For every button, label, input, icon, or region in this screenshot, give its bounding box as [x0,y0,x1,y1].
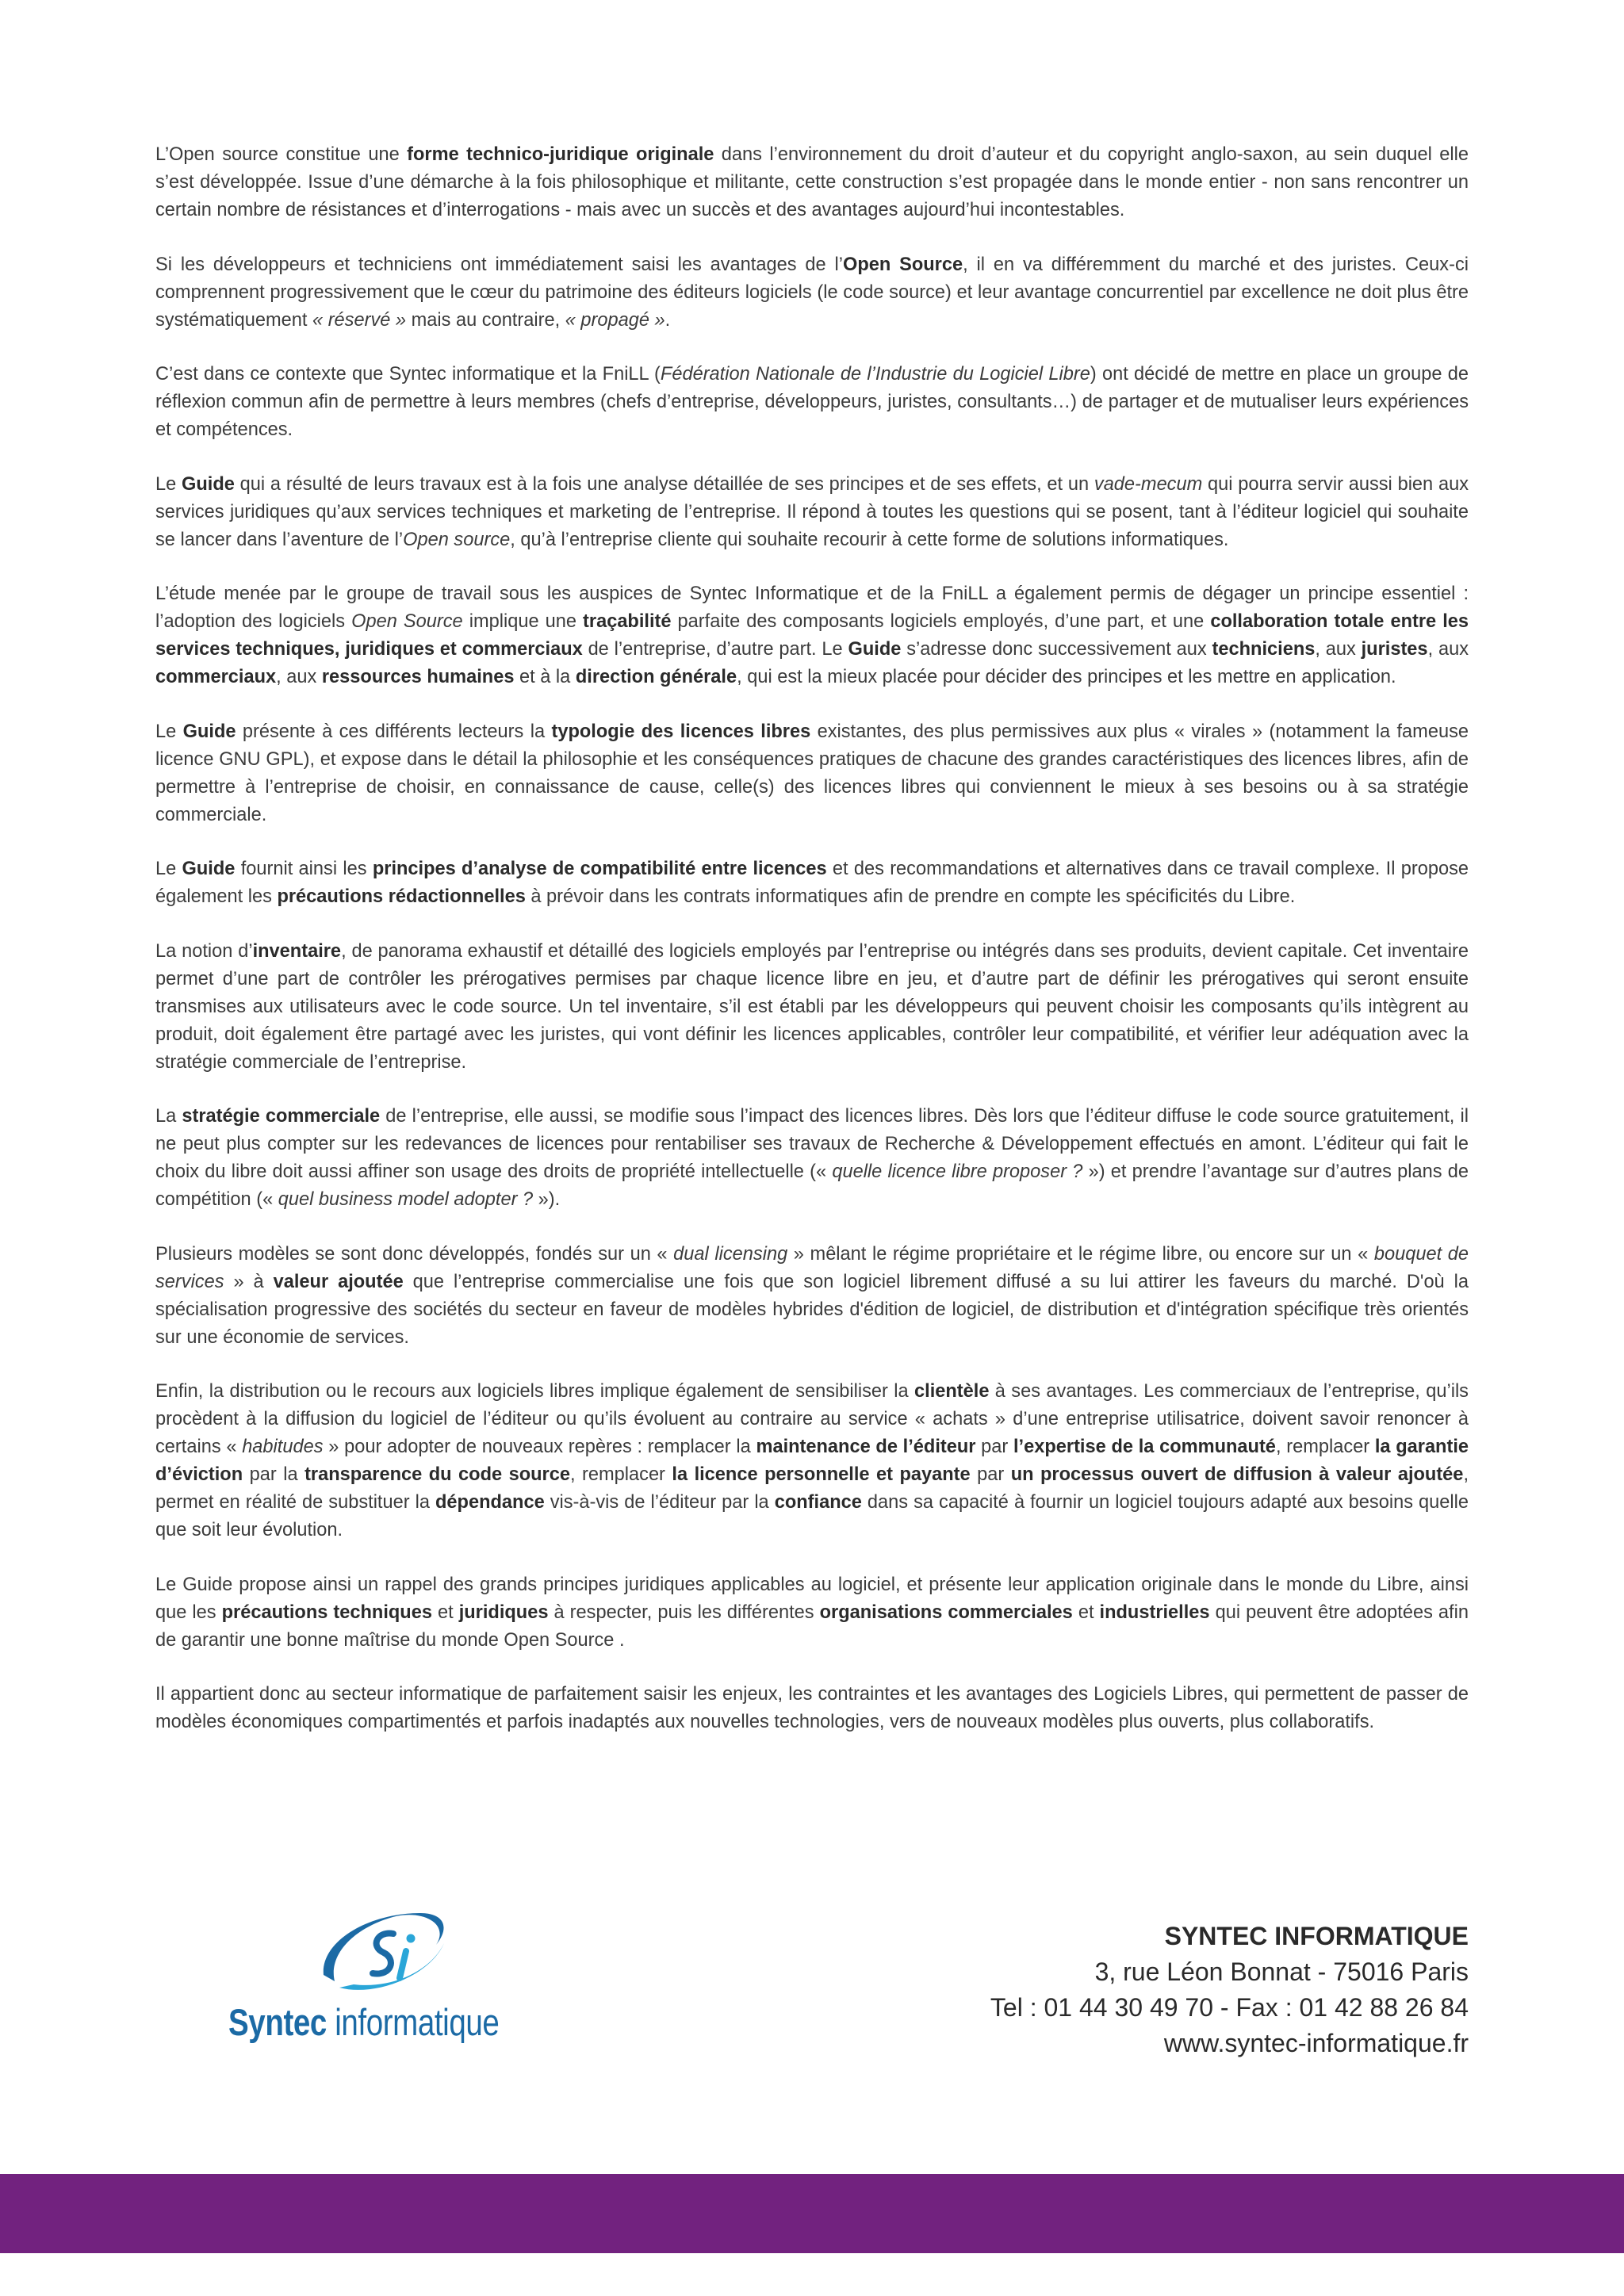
italic-run: Open Source [351,611,463,632]
syntec-wordmark [228,2000,499,2044]
text-run: Plusieurs modèles se sont donc développés, fondés sur un « [155,1243,674,1265]
text-run: dans sa capacité à fournir un logiciel toujours adapté aux besoins quelle que soit leur évolution. [155,1492,1469,1540]
italic-run: « propagé » [565,309,665,331]
text-run: » pour adopter de nouveaux repères : remplacer la [323,1437,756,1457]
italic-run: Open source [403,529,511,550]
text-run: implique une [462,611,584,632]
text-run: La notion d’ [155,940,253,962]
text-run: , aux [1427,639,1469,660]
bold-run: précautions techniques [221,1601,432,1623]
text-run: qui pourra servir aussi bien aux services juridiques qu’aux services techniques et marketing de l’entreprise. Il répond à toutes les questions qui se posent, tant à l’éditeur logiciel qui souhaite se lancer dans l’aventure de l’ [155,473,1469,550]
bold-run: commerciaux [155,667,277,687]
text-run: de l’entreprise, elle aussi, se modifie sous l’impact des licences libres. Dès lors que l’éditeur diffuse le code source gratuitement, il ne peut plus compter sur les redevances de licences pour rentabiliser ses travaux de Recherche & Développement effectués en amont. L’éditeur qui fait le choix du libre doit aussi affiner son usage des droits de propriété intellectuelle (« [155,1106,1469,1182]
wordmark-light: informatique [326,2001,500,2043]
text-run: Si les développeurs et techniciens ont immédiatement saisi les avantages de l’ [155,254,843,275]
bold-run: principes d’analyse de compatibilité entre licences [372,859,827,879]
text-run: , qui est la mieux placée pour décider des principes et les mettre en application. [737,667,1396,687]
text-run: à ses avantages. Les commerciaux de l’entreprise, qu’ils procèdent à la diffusion du logiciel de l’éditeur ou qu’ils évoluent au contraire au service « achats » d’une entreprise utilisatrice, doivent savoir renoncer à certains « [155,1381,1469,1457]
bold-run: direction générale [575,667,737,687]
text-run: mais au contraire, [406,309,565,331]
text-run: et à la [514,667,576,687]
bold-run: dépendance [435,1492,545,1513]
paragraph [155,361,1469,444]
text-run: , il en va différemment du marché et des juristes. Ceux-ci comprennent progressivement que le cœur du patrimoine des éditeurs logiciels (le code source) et leur avantage concurrentiel par excellence ne doit plus être systématiquement [155,254,1469,331]
syntec-logo [214,1907,571,2065]
italic-run: dual licensing [673,1243,788,1265]
italic-run: quel business model adopter ? [278,1189,534,1210]
text-run: à respecter, puis les différentes [548,1601,820,1623]
italic-run: vade-mecum [1094,473,1203,495]
bold-run: l’expertise de la communauté [1013,1437,1276,1457]
text-run: parfaite des composants logiciels employés, d’une part, et une [671,611,1211,632]
bold-run: juridiques [458,1601,549,1623]
paragraph [155,251,1469,335]
text-run: Le [155,721,183,742]
text-run: Le Guide propose ainsi un rappel des grands principes juridiques applicables au logiciel, et présente leur application originale dans le monde du Libre, ainsi que les [155,1574,1469,1623]
paragraph [155,938,1469,1077]
text-run: C’est dans ce contexte que Syntec informatique et la FniLL ( [155,364,661,385]
paragraph [155,855,1469,911]
text-run: , qu’à l’entreprise cliente qui souhaite recourir à cette forme de solutions informatiques. [510,529,1229,550]
bold-run: Guide [848,639,902,660]
text-run: » à [224,1271,274,1292]
bold-run: confiance [774,1492,862,1513]
bold-run: industrielles [1099,1601,1210,1623]
text-run: que l’entreprise commercialise une fois que son logiciel librement diffusé a su lui attirer les faveurs du marché. D'où la spécialisation progressive des sociétés du secteur en faveur de modèles hybrides d'édition de logiciel, de distribution et d'intégration spécifique très orientés sur une économie de services. [155,1271,1469,1348]
paragraph [155,1681,1469,1736]
text-run: , remplacer [1275,1437,1375,1457]
italic-run: habitudes [242,1437,324,1457]
wordmark-bold: Syntec [228,2001,327,2043]
bold-run: maintenance de l’éditeur [756,1437,976,1457]
text-run: Le [155,859,182,879]
website-link[interactable]: www.syntec-informatique.fr [1163,2029,1469,2057]
italic-run: bouquet de services [155,1243,1469,1292]
paragraph [155,718,1469,829]
italic-run: « réservé » [312,309,407,331]
text-run: ») et prendre l’avantage sur d’autres plans de compétition (« [155,1161,1469,1210]
text-run: et des recommandations et alternatives dans ce travail complexe. Il propose également les [155,859,1469,907]
text-run: par la [243,1464,305,1485]
bold-run: forme technico-juridique originale [407,144,714,165]
bold-run: Open Source [842,254,963,275]
paragraph [155,1241,1469,1352]
text-run: existantes, des plus permissives aux plus « virales » (notamment la fameuse licence GNU GPL), et expose dans le détail la philosophie et les conséquences pratiques de chacune des grandes caractéristiques des licences libres, afin de permettre à l’entreprise de choisir, en connaissance de cause, celle(s) des licences libres qui conviennent le mieux à ses besoins ou à sa stratégie commerciale. [155,721,1469,825]
text-run: fournit ainsi les [235,859,373,879]
text-run: » mêlant le régime propriétaire et le régime libre, ou encore sur un « [787,1243,1374,1265]
text-run: et [1072,1601,1100,1623]
text-run: , de panorama exhaustif et détaillé des logiciels employés par l’entreprise ou intégrés dans ses produits, devient capitale. Cet inventaire permet d’une part de contrôler les prérogatives permises par chaque licence libre en jeu, et d’autre part de définir les prérogatives qui seront ensuite transmises aux utilisateurs avec le code source. Un tel inventaire, s’il est établi par les développeurs qui peuvent choisir les composants qu’ils intègrent au produit, doit également être partagé avec les juristes, qui vont définir les licences applicables, contrôler leur compatibilité, et vérifier leur adéquation avec la stratégie commerciale de l’entreprise. [155,940,1469,1073]
text-run: Enfin, la distribution ou le recours aux logiciels libres implique également de sensibiliser la [155,1381,915,1402]
paragraph [155,1378,1469,1544]
bold-run: la licence personnelle et payante [672,1464,971,1485]
paragraph [155,1103,1469,1214]
text-run: à prévoir dans les contrats informatiques afin de prendre en compte les spécificités du Libre. [525,886,1296,907]
text-run: . [665,309,671,331]
footer-bar [0,2174,1624,2253]
paragraph [155,580,1469,691]
bold-run: typologie des licences libres [551,721,811,742]
text-run: qui a résulté de leurs travaux est à la fois une analyse détaillée de ses principes et de ses effets, et un [234,473,1094,495]
text-run: Il appartient donc au secteur informatique de parfaitement saisir les enjeux, les contraintes et les avantages des Logiciels Libres, qui permettent de passer de modèles économiques compartimentés et parfois inadaptés aux nouvelles technologies, vers de nouveaux modèles plus ouverts, plus collaboratifs. [155,1684,1469,1732]
text-run: , permet en réalité de substituer la [155,1464,1469,1513]
text-run: par [970,1464,1011,1485]
bold-run: juristes [1361,639,1428,660]
text-run: L’Open source constitue une [155,144,408,165]
bold-run: traçabilité [583,611,672,632]
bold-run: un processus ouvert de diffusion à valeur ajoutée [1010,1464,1464,1485]
bold-run: transparence du code source [304,1464,570,1485]
text-run: vis-à-vis de l’éditeur par la [544,1492,775,1513]
bold-run: stratégie commerciale [182,1106,381,1127]
text-run: dans l’environnement du droit d’auteur et du copyright anglo-saxon, au sein duquel elle s’est développée. Issue d’une démarche à la fois philosophique et militante, cette construction s’est propagée dans le monde entier - non sans rencontrer un certain nombre de résistances et d’interrogations - mais avec un succès et des avantages aujourd’hui incontestables. [155,144,1469,220]
text-run: , aux [276,667,322,687]
italic-run: Fédération Nationale de l’Industrie du Logiciel Libre [660,364,1090,385]
text-run: , remplacer [569,1464,672,1485]
bold-run: Guide [182,721,236,742]
bold-run: Guide [182,859,236,879]
text-run: ) ont décidé de mettre en place un groupe de réflexion commun afin de permettre à leurs membres (chefs d’entreprise, développeurs, juristes, consultants…) de partager et de mutualiser leurs expériences et compétences. [155,364,1469,440]
bold-run: techniciens [1212,639,1316,660]
contact-block [990,1919,1469,2061]
phone-fax: Tel : 01 44 30 49 70 - Fax : 01 42 88 26 84 [990,1993,1469,2022]
bold-run: clientèle [914,1381,990,1402]
bold-run: collaboration totale entre les services techniques, juridiques et commerciaux [155,611,1469,660]
bold-run: valeur ajoutée [273,1271,404,1292]
bold-run: ressources humaines [321,667,515,687]
bold-run: précautions rédactionnelles [277,886,526,907]
text-run: »). [533,1189,561,1210]
company-name: SYNTEC INFORMATIQUE [1164,1922,1469,1950]
text-run: par [975,1437,1013,1457]
paragraph [155,1571,1469,1655]
text-run: qui peuvent être adoptées afin de garantir une bonne maîtrise du monde Open Source . [155,1601,1469,1651]
text-run: , aux [1315,639,1362,660]
paragraph [155,141,1469,224]
text-run: s’adresse donc successivement aux [901,639,1212,660]
body-text [155,141,1469,1763]
bold-run: la garantie d’éviction [155,1437,1469,1485]
text-run: et [431,1601,459,1623]
italic-run: quelle licence libre proposer ? [832,1161,1083,1182]
text-run: présente à ces différents lecteurs la [236,721,552,742]
syntec-swoosh-icon [317,1907,452,1999]
text-run: Le [155,473,182,495]
street-address: 3, rue Léon Bonnat - 75016 Paris [1094,1957,1469,1986]
bold-run: organisations commerciales [819,1601,1073,1623]
bold-run: Guide [182,473,235,495]
text-run: de l’entreprise, d’autre part. Le [582,639,848,660]
bold-run: inventaire [252,940,342,962]
paragraph [155,471,1469,554]
text-run: La [155,1106,182,1127]
text-run: L’étude menée par le groupe de travail sous les auspices de Syntec Informatique et de la FniLL a également permis de dégager un principe essentiel : l’adoption des logiciels [155,584,1469,632]
